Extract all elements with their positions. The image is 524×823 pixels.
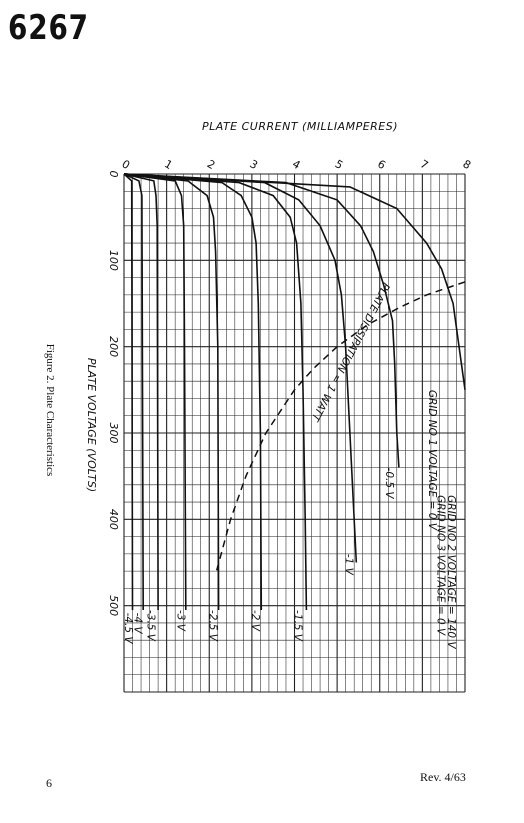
- current-tick-label: 7: [417, 157, 431, 173]
- plate-curve: [124, 174, 186, 610]
- current-tick-label: 3: [247, 157, 260, 173]
- curve-label: -3.5 V: [144, 609, 157, 641]
- current-tick-label: 1: [162, 157, 175, 173]
- page-number: 6: [46, 776, 52, 790]
- plate-curve: [124, 174, 356, 563]
- voltage-tick-label: 100: [107, 249, 120, 271]
- grid-voltage-label: GRID NO 2 VOLTAGE = 140 V: [444, 495, 457, 649]
- current-tick-label: 5: [332, 157, 346, 173]
- plate-curve: [124, 174, 261, 610]
- current-tick-label: 2: [204, 157, 218, 173]
- current-tick-label: 4: [290, 157, 303, 173]
- chart-title: PLATE CURRENT (MILLIAMPERES): [201, 120, 399, 133]
- voltage-tick-label: 200: [107, 336, 120, 358]
- revision-note: Rev. 4/63: [420, 770, 466, 784]
- document-number: 6267: [8, 8, 89, 48]
- current-tick-label: 0: [119, 157, 133, 173]
- curve-label: -1 V: [342, 553, 355, 575]
- voltage-tick-label: 300: [107, 422, 120, 444]
- voltage-tick-label: 0: [107, 170, 120, 178]
- plate-curve: [124, 174, 143, 610]
- curve-label: -2 V: [248, 609, 261, 631]
- plate-curve: [124, 174, 133, 610]
- plate-curve: [124, 174, 219, 610]
- curve-label: -2.5 V: [206, 609, 219, 641]
- voltage-axis-label: PLATE VOLTAGE (VOLTS): [85, 357, 98, 493]
- curve-label: -1.5 V: [291, 609, 304, 641]
- figure-caption: Figure 2. Plate Characteristics: [44, 343, 56, 477]
- curve-label: -0.5 V: [383, 467, 396, 499]
- curve-label: -4.5 V: [121, 612, 134, 644]
- plate-curve: [124, 174, 399, 468]
- dissipation-label: PLATE DISSIPATION = 1 WATT: [308, 280, 392, 423]
- curve-label: GRID NO 1 VOLTAGE = 0 V: [425, 389, 438, 530]
- voltage-tick-label: 500: [107, 595, 120, 617]
- current-tick-label: 8: [460, 157, 474, 173]
- voltage-tick-label: 400: [107, 508, 120, 530]
- current-tick-label: 6: [375, 157, 388, 173]
- grid-voltage-label: GRID NO 3 VOLTAGE = 0 V: [434, 495, 447, 636]
- curve-label: -3 V: [174, 609, 187, 631]
- curve-label: -4 V: [131, 612, 144, 634]
